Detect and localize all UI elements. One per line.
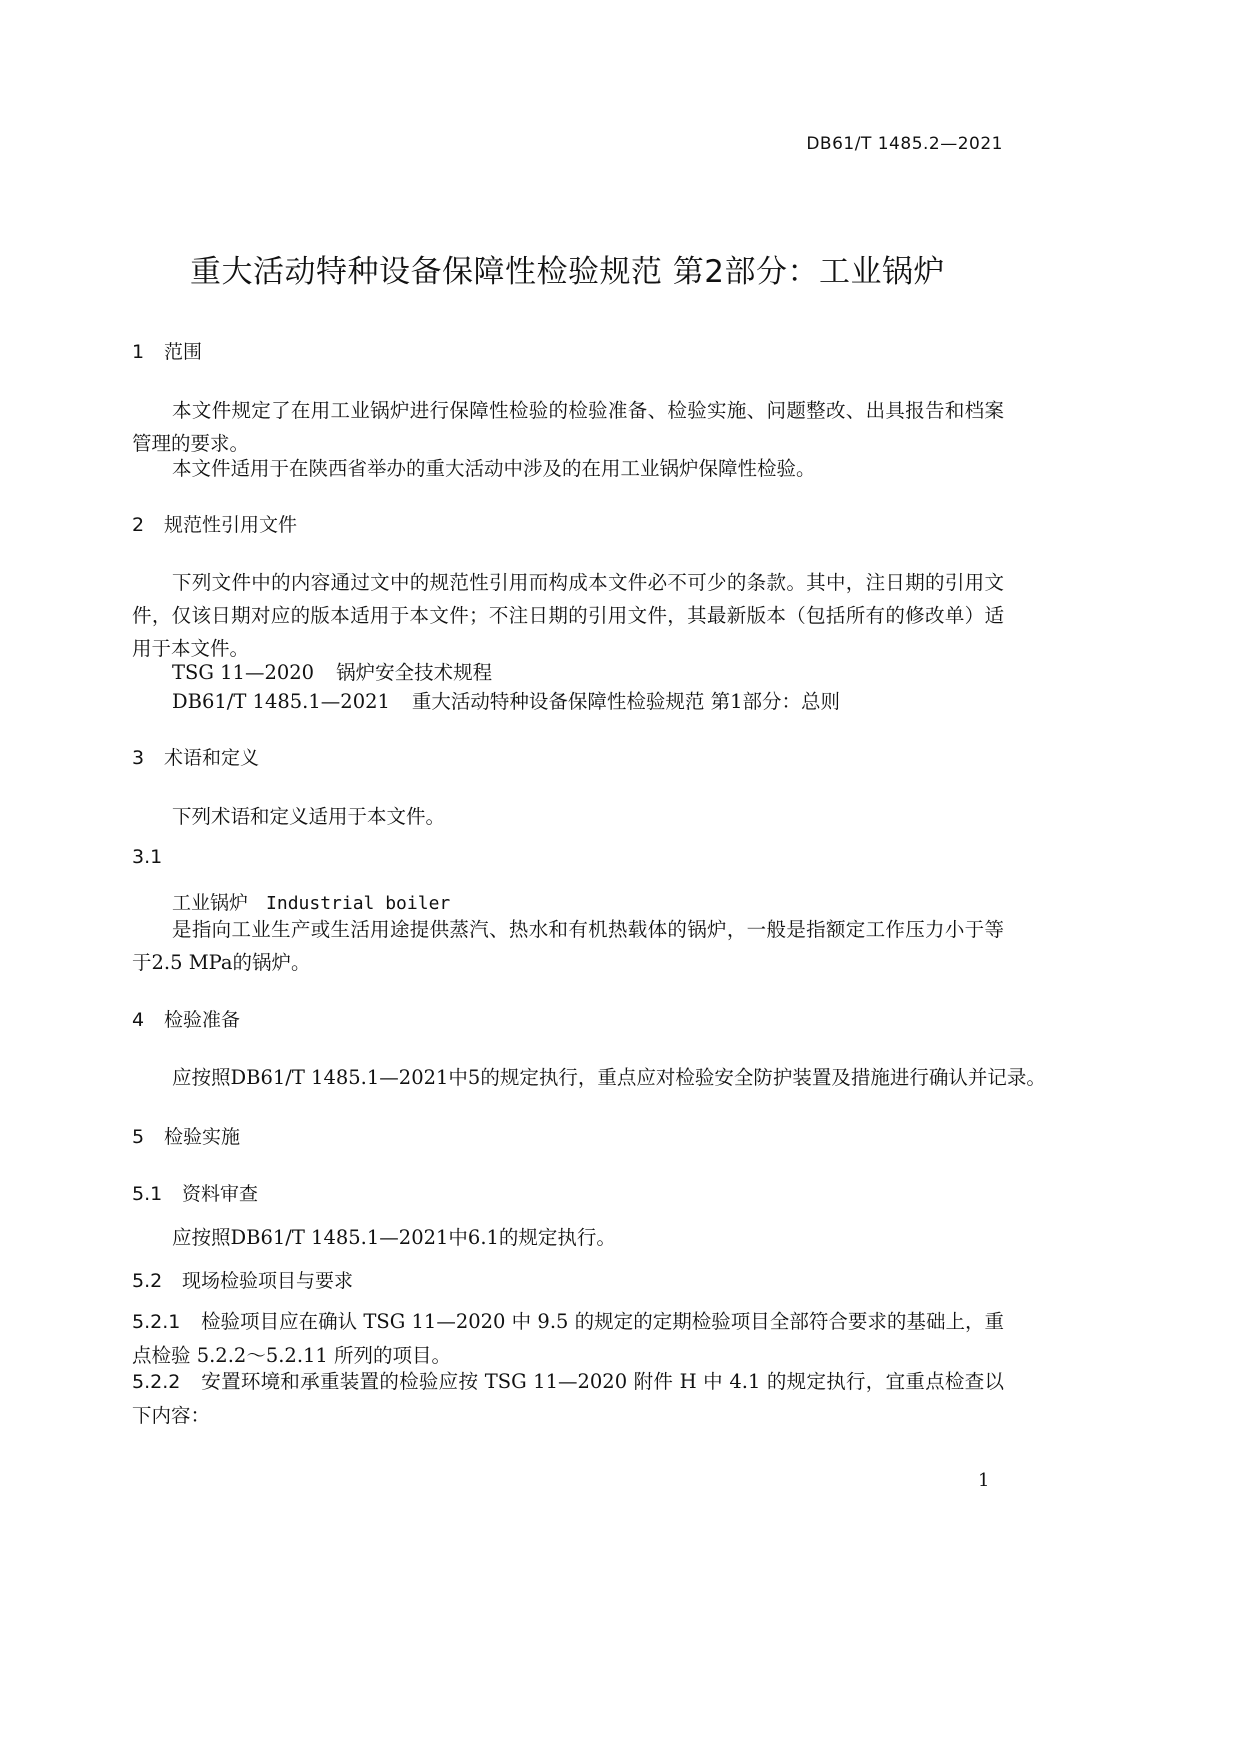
section-number: 2: [132, 514, 145, 536]
section-number: 3: [132, 747, 145, 769]
section-1-paragraph-1: 本文件规定了在用工业锅炉进行保障性检验的检验准备、检验实施、问题整改、出具报告和档案管理的要求。: [132, 399, 1004, 455]
section-title: 检验实施: [164, 1126, 241, 1148]
clause-number: 5.2.2: [132, 1371, 181, 1393]
clause-5-2-2: [132, 1365, 1004, 1432]
clause-5-2-1: [132, 1305, 1004, 1372]
term-definition: 是指向工业生产或生活用途提供蒸汽、热水和有机热载体的锅炉，一般是指额定工作压力小于等于2.5 MPa的锅炉。: [132, 918, 1004, 974]
term-entry: [172, 888, 450, 915]
subsection-title: 资料审查: [182, 1183, 259, 1205]
reference-item: [172, 657, 492, 685]
subsection-5-1-paragraph: 应按照DB61/T 1485.1—2021中6.1的规定执行。: [172, 1226, 616, 1249]
clause-text: 安置环境和承重装置的检验应按 TSG 11—2020 附件 H 中 4.1 的规定执行，宜重点检查以下内容：: [132, 1370, 1004, 1427]
subsection-5-2-heading: [132, 1266, 353, 1293]
section-5-heading: [132, 1122, 240, 1149]
section-title: 术语和定义: [164, 747, 260, 769]
term-english: Industrial boiler: [266, 893, 451, 914]
page-number: 1: [978, 1470, 990, 1491]
subsection-title: 现场检验项目与要求: [182, 1270, 354, 1292]
term-chinese: 工业锅炉: [172, 892, 249, 914]
section-3-paragraph-1: 下列术语和定义适用于本文件。: [172, 805, 446, 828]
subsection-number: 5.1: [132, 1183, 163, 1205]
document-title: 重大活动特种设备保障性检验规范 第2部分：工业锅炉: [189, 254, 946, 290]
section-4-heading: [132, 1005, 240, 1032]
clause-number: 5.2.1: [132, 1311, 181, 1333]
reference-code: DB61/T 1485.1—2021: [172, 690, 390, 713]
section-2-heading: [132, 510, 297, 537]
reference-code: TSG 11—2020: [172, 661, 315, 684]
reference-name: 锅炉安全技术规程: [336, 661, 493, 684]
document-code: DB61/T 1485.2—2021: [806, 134, 1003, 154]
section-3-heading: [132, 743, 259, 770]
section-title: 检验准备: [164, 1009, 241, 1031]
reference-name: 重大活动特种设备保障性检验规范 第1部分：总则: [411, 690, 841, 713]
section-title: 规范性引用文件: [164, 514, 298, 536]
section-4-paragraph-1: 应按照DB61/T 1485.1—2021中5的规定执行，重点应对检验安全防护装置及措施进行确认并记录。: [172, 1066, 1046, 1089]
section-title: 范围: [164, 341, 203, 363]
section-number: 4: [132, 1009, 145, 1031]
clause-text: 检验项目应在确认 TSG 11—2020 中 9.5 的规定的定期检验项目全部符合要求的基础上，重点检验 5.2.2～5.2.11 所列的项目。: [132, 1310, 1004, 1367]
subsection-5-1-heading: [132, 1179, 258, 1206]
subsection-number: 5.2: [132, 1270, 163, 1292]
section-1-heading: [132, 337, 202, 364]
section-1-paragraph-2: 本文件适用于在陕西省举办的重大活动中涉及的在用工业锅炉保障性检验。: [172, 457, 816, 480]
section-number: 5: [132, 1126, 145, 1148]
reference-item: [172, 686, 840, 714]
section-2-paragraph-1: 下列文件中的内容通过文中的规范性引用而构成本文件必不可少的条款。其中，注日期的引用文件，仅该日期对应的版本适用于本文件；不注日期的引用文件，其最新版本（包括所有的修改单）适用于本文件。: [132, 571, 1004, 660]
section-number: 1: [132, 341, 145, 363]
subsection-3-1-number: 3.1: [132, 846, 163, 868]
